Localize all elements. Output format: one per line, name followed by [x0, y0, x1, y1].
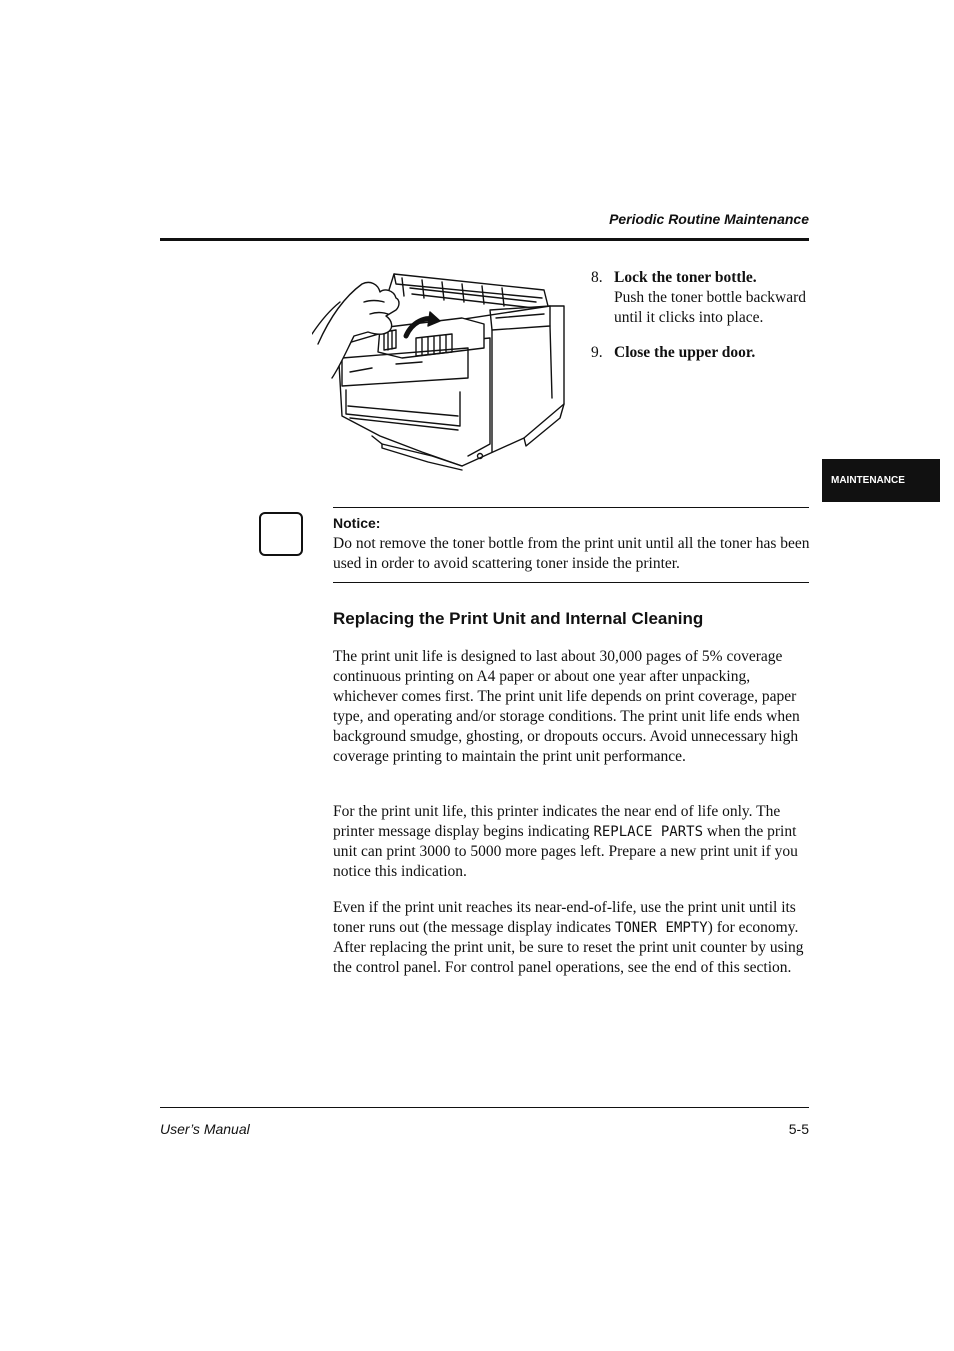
paragraph: The print unit life is designed to last about 30,000 pages of 5% coverage continuous printing on A4 paper or about one year after unpacking, whichever comes first. The print unit life depends on print coverage, paper type, and operating and/or storage conditions. The print unit life ends when background smudge, ghosting, or dropouts occurs. Avoid unnecessary high coverage printing to maintain the print unit performance.	[333, 648, 800, 765]
instruction-steps	[591, 268, 816, 363]
step-title: Lock the toner bottle.	[614, 269, 757, 286]
printer-toner-illustration	[312, 266, 570, 480]
header-rule	[160, 238, 809, 241]
footer-manual-title: User’s Manual	[160, 1121, 250, 1137]
paragraph: For the print unit life, this printer indicates the near end of life only. The printer message display begins indicating REPLACE PARTS when the print unit can print 3000 to 5000 more pages left. Prepare a new print unit if you notice this indication.	[333, 803, 798, 880]
display-message: TONER EMPTY	[614, 920, 708, 936]
footer-rule	[160, 1107, 809, 1108]
page-number: 5-5	[788, 1121, 809, 1137]
step-9	[591, 343, 816, 363]
step-text: Push the toner bottle backward until it clicks into place.	[614, 289, 806, 326]
paragraph: Even if the print unit reaches its near-end-of-life, use the print unit until its toner runs out (the message display indicates TONER EMPTY) for economy. After replacing the print unit, be sure to reset the print unit counter by using the control panel. For control panel operations, see the end of this section.	[333, 899, 804, 976]
section-heading: Replacing the Print Unit and Internal Cleaning	[333, 609, 704, 628]
step-title: Close the upper door.	[614, 344, 756, 361]
step-number: 9.	[591, 344, 603, 361]
notice-label: Notice:	[333, 515, 381, 531]
step-8	[591, 268, 816, 328]
step-number: 8.	[591, 269, 603, 286]
notice-icon	[259, 512, 303, 556]
notice-block	[333, 513, 813, 574]
notice-rule	[333, 507, 809, 508]
section-tab: MAINTENANCE	[822, 459, 940, 502]
running-header: Periodic Routine Maintenance	[609, 211, 809, 227]
notice-text: Do not remove the toner bottle from the print unit until all the toner has been used in order to avoid scattering toner inside the printer.	[333, 535, 810, 572]
display-message: REPLACE PARTS	[593, 824, 704, 840]
notice-rule	[333, 582, 809, 583]
